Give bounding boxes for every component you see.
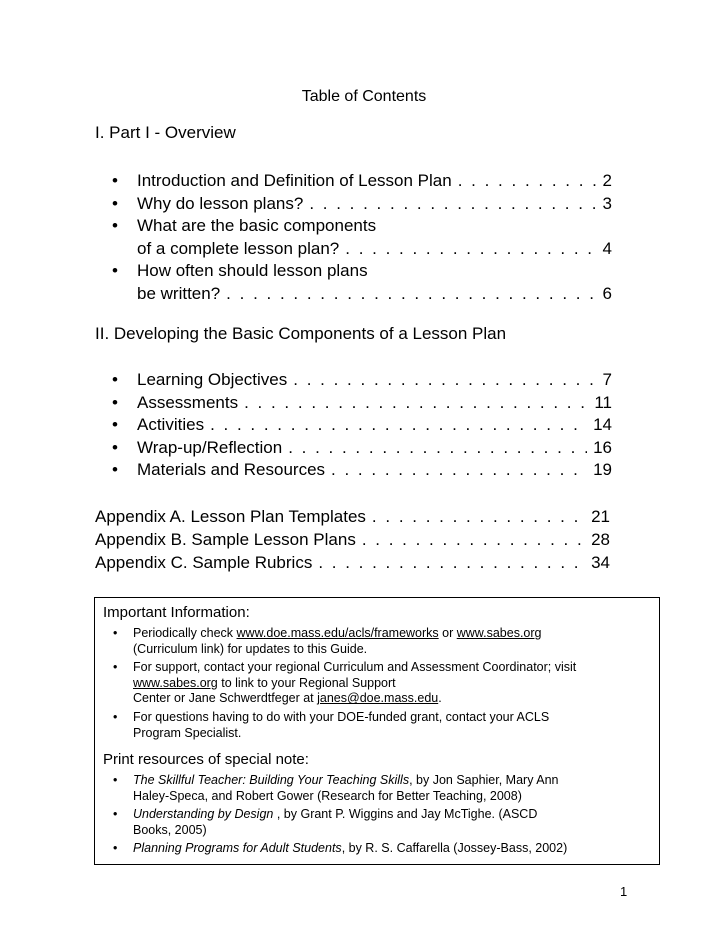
bullet-icon: • <box>113 773 118 787</box>
info-box <box>94 597 660 865</box>
list-item: • Understanding by Design , by Grant P. Wiggins and Jay McTighe. (ASCD Books, 2005) <box>113 807 538 837</box>
bullet-icon: • <box>112 193 118 213</box>
frameworks-link[interactable]: www.doe.mass.edu/acls/frameworks <box>236 626 439 640</box>
dot-leader <box>318 551 585 574</box>
appendix-list <box>95 505 610 574</box>
part2-heading: II. Developing the Basic Components of a Lesson Plan <box>95 324 507 343</box>
dot-leader <box>345 238 596 261</box>
dot-leader <box>244 392 588 415</box>
page-ref: 19 <box>593 460 612 479</box>
bullet-icon: • <box>113 709 118 724</box>
list-item: • Periodically check www.doe.mass.edu/acls/frameworks or www.sabes.org (Curriculum link) for updates to this Guide. <box>113 626 542 656</box>
bullet-icon: • <box>112 437 118 457</box>
dot-leader <box>362 528 585 551</box>
book-title: Understanding by Design <box>133 807 274 822</box>
book-title: The Skillful Teacher: Building Your Teaching Skills <box>133 773 410 787</box>
page-ref: 28 <box>591 530 610 549</box>
list-item[interactable]: • Why do lesson plans? . . . 3 <box>112 193 612 216</box>
bullet-icon: • <box>113 660 118 675</box>
part2-list <box>112 369 612 482</box>
sabes-link[interactable]: www.sabes.org <box>133 675 218 690</box>
list-item[interactable]: • How often should lesson plans be written? . . . 6 <box>112 260 612 305</box>
page-ref: 11 <box>594 392 612 412</box>
bullet-icon: • <box>113 626 118 640</box>
page-ref: 7 <box>602 370 612 389</box>
important-list <box>109 626 649 744</box>
list-item: • The Skillful Teacher: Building Your Teaching Skills, by Jon Saphier, Mary Ann Haley-Speca, and Robert Gower (Research for Better Teaching, 2008) <box>113 773 559 803</box>
part1-list <box>112 170 612 305</box>
page-ref: 21 <box>591 507 610 526</box>
bullet-icon: • <box>112 415 118 434</box>
bullet-icon: • <box>113 807 118 822</box>
page-ref: 4 <box>602 238 612 258</box>
appendix-item[interactable]: Appendix A. Lesson Plan Templates . . . 21 <box>95 505 610 528</box>
list-item[interactable]: • Learning Objectives . . . 7 <box>112 369 612 392</box>
page-ref: 6 <box>602 283 612 303</box>
list-item: • Planning Programs for Adult Students, by R. S. Caffarella (Jossey-Bass, 2002) <box>113 841 568 856</box>
dot-leader <box>458 170 597 193</box>
print-list <box>109 773 649 860</box>
email-link[interactable]: janes@doe.mass.edu <box>317 691 439 706</box>
list-item[interactable]: • What are the basic components of a complete lesson plan? . . . 4 <box>112 215 612 260</box>
appendix-item[interactable]: Appendix B. Sample Lesson Plans . . . 28 <box>95 528 610 551</box>
sabes-link[interactable]: www.sabes.org <box>456 626 542 640</box>
bullet-icon: • <box>112 171 118 190</box>
bullet-icon: • <box>113 841 118 856</box>
important-heading: Important Information: <box>103 604 250 621</box>
list-item[interactable]: • Introduction and Definition of Lesson Plan . . . 2 <box>112 170 612 193</box>
dot-leader <box>293 369 596 392</box>
dot-leader <box>372 505 585 528</box>
dot-leader <box>210 414 587 437</box>
page-ref: 16 <box>593 437 612 457</box>
print-heading: Print resources of special note: <box>103 751 309 768</box>
page-ref: 2 <box>602 171 612 190</box>
page-ref: 34 <box>591 553 610 572</box>
dot-leader <box>288 437 587 460</box>
list-item[interactable]: • Activities . . . 14 <box>112 414 612 437</box>
bullet-icon: • <box>112 216 118 235</box>
bullet-icon: • <box>112 261 118 280</box>
part1-heading: I. Part I - Overview <box>95 123 236 142</box>
list-item[interactable]: • Materials and Resources . . . 19 <box>112 459 612 482</box>
page-ref: 3 <box>602 193 612 213</box>
list-item: • For support, contact your regional Curriculum and Assessment Coordinator; visit www.sabes.org to link to your Regional Support Center or Jane Schwerdtfeger at janes@doe.mass.edu. <box>113 660 577 706</box>
bullet-icon: • <box>112 460 118 479</box>
bullet-icon: • <box>112 370 118 389</box>
page-number: 1 <box>620 884 628 899</box>
page-ref: 14 <box>593 415 612 434</box>
list-item[interactable]: • Assessments . . . 11 <box>112 392 612 415</box>
list-item: • For questions having to do with your DOE-funded grant, contact your ACLS Program Specialist. <box>113 709 550 740</box>
list-item[interactable]: • Wrap-up/Reflection . . . 16 <box>112 437 612 460</box>
page-title: Table of Contents <box>301 88 427 105</box>
book-title: Planning Programs for Adult Students <box>133 841 342 856</box>
dot-leader <box>331 459 587 482</box>
appendix-item[interactable]: Appendix C. Sample Rubrics . . . 34 <box>95 551 610 574</box>
dot-leader <box>309 193 596 216</box>
bullet-icon: • <box>112 392 118 412</box>
dot-leader <box>226 283 596 306</box>
